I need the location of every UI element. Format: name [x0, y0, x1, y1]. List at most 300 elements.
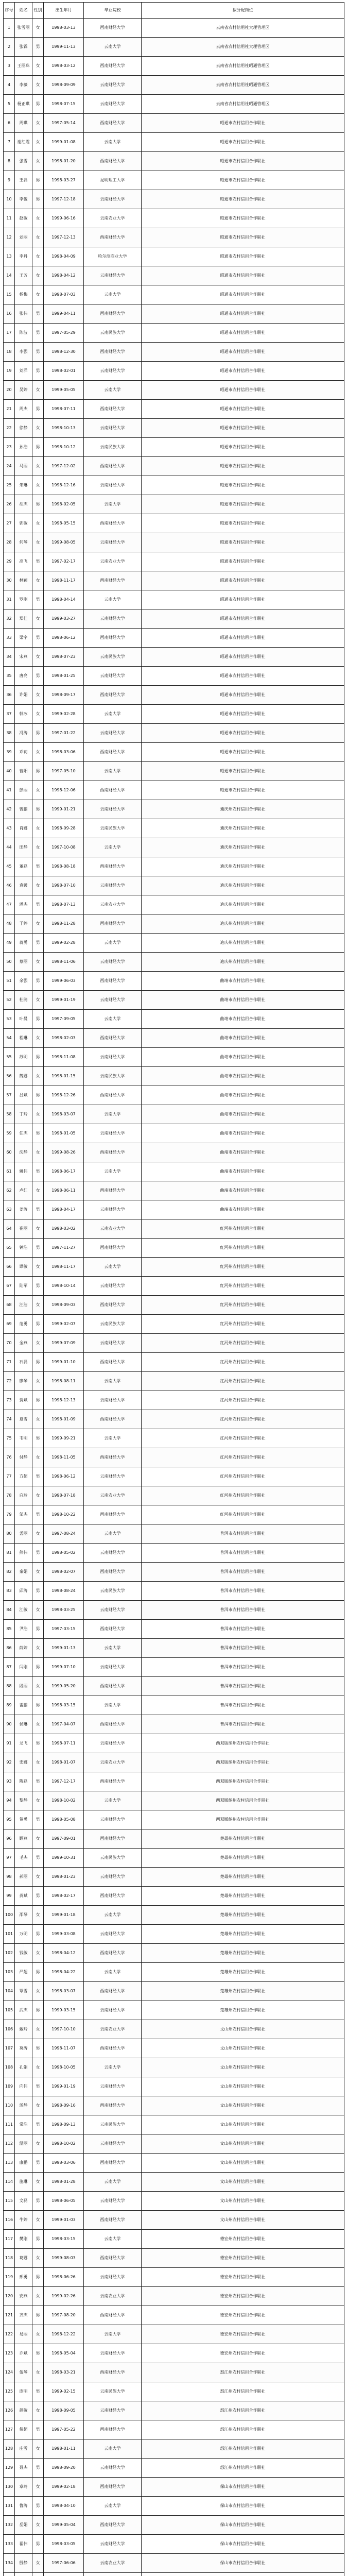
cell-serial: 81 — [4, 1544, 15, 1563]
cell-name: 邢勇 — [15, 2268, 32, 2287]
cell-birth-date: 1998-10-02 — [44, 1791, 84, 1810]
cell-serial: 115 — [4, 2192, 15, 2211]
cell-name: 孟丽 — [15, 1524, 32, 1544]
cell-gender: 男 — [32, 1505, 44, 1524]
cell-name: 彭丽 — [15, 781, 32, 800]
cell-birth-date: 1998-11-17 — [44, 1258, 84, 1277]
cell-gender: 女 — [32, 1753, 44, 1772]
cell-school: 云南财经大学 — [84, 953, 142, 972]
cell-name: 李薇 — [15, 76, 32, 95]
cell-gender: 男 — [32, 1582, 44, 1601]
cell-gender: 男 — [32, 38, 44, 57]
cell-school: 云南财经大学 — [84, 800, 142, 819]
cell-gender: 男 — [32, 2535, 44, 2554]
cell-assigned-unit: 普洱市农村信用合作联社 — [142, 1677, 344, 1696]
cell-birth-date: 1997-12-17 — [44, 1772, 84, 1791]
cell-name: 苏明 — [15, 1048, 32, 1067]
cell-serial: 87 — [4, 1658, 15, 1677]
cell-school: 云南财经大学 — [84, 1334, 142, 1353]
cell-school: 云南财经大学 — [84, 1544, 142, 1563]
cell-serial: 111 — [4, 2115, 15, 2134]
cell-birth-date: 1999-01-10 — [44, 1353, 84, 1372]
cell-serial: 34 — [4, 648, 15, 667]
cell-name: 潘杰 — [15, 895, 32, 914]
cell-serial — [4, 2573, 15, 2576]
header-serial: 序号 — [4, 3, 15, 19]
cell-serial: 5 — [4, 95, 15, 114]
cell-school: 云南财经大学 — [84, 1734, 142, 1753]
cell-name: 文磊 — [15, 2192, 32, 2211]
cell-assigned-unit: 楚雄州农村信用合作联社 — [142, 1887, 344, 1906]
cell-birth-date: 1999-01-21 — [44, 800, 84, 819]
cell-gender: 女 — [32, 1829, 44, 1849]
cell-assigned-unit: 昭通市农村信用合作联社 — [142, 362, 344, 381]
cell-school: 云南大学 — [84, 133, 142, 152]
cell-school: 云南大学 — [84, 1372, 142, 1391]
cell-birth-date: 1998-09-09 — [44, 76, 84, 95]
table-row — [4, 114, 344, 133]
cell-gender: 女 — [32, 2478, 44, 2497]
cell-serial: 105 — [4, 2001, 15, 2020]
cell-birth-date: 1998-04-17 — [44, 1200, 84, 1219]
cell-birth-date: 1998-06-17 — [44, 1162, 84, 1181]
table-row — [4, 438, 344, 457]
cell-name: 牛婷 — [15, 2211, 32, 2230]
table-row — [4, 1772, 344, 1791]
cell-assigned-unit: 曲靖市农村信用合作联社 — [142, 1086, 344, 1105]
cell-serial: 78 — [4, 1486, 15, 1505]
cell-name: 卢红 — [15, 1181, 32, 1200]
table-row — [4, 190, 344, 209]
cell-assigned-unit: 曲靖市农村信用合作联社 — [142, 1181, 344, 1200]
cell-name: 罗刚 — [15, 590, 32, 609]
cell-gender: 女 — [32, 1601, 44, 1620]
cell-serial: 119 — [4, 2268, 15, 2287]
cell-birth-date: 1998-07-10 — [44, 876, 84, 895]
cell-serial: 16 — [4, 304, 15, 324]
cell-gender: 女 — [32, 247, 44, 266]
cell-serial: 1 — [4, 19, 15, 38]
table-row — [4, 1162, 344, 1181]
cell-assigned-unit: 西双版纳州农村信用合作联社 — [142, 1791, 344, 1810]
cell-name: 高飞 — [15, 552, 32, 571]
cell-serial: 114 — [4, 2173, 15, 2192]
cell-birth-date: 1997-05-10 — [44, 762, 84, 781]
table-row — [4, 495, 344, 514]
table-row — [4, 1296, 344, 1315]
cell-school: 云南大学 — [84, 705, 142, 724]
cell-gender: 男 — [32, 1696, 44, 1715]
table-row — [4, 76, 344, 95]
table-row — [4, 457, 344, 476]
cell-name: 王芳 — [15, 266, 32, 285]
table-row — [4, 1906, 344, 1925]
cell-school: 西南财经大学 — [84, 343, 142, 362]
table-row — [4, 857, 344, 876]
cell-assigned-unit: 云南省农村信用社大理管理区 — [142, 19, 344, 38]
cell-name: 张伟 — [15, 304, 32, 324]
cell-gender: 女 — [32, 114, 44, 133]
cell-serial: 15 — [4, 285, 15, 304]
cell-name: 秦娟 — [15, 1563, 32, 1582]
cell-assigned-unit: 红河州农村信用合作联社 — [142, 1258, 344, 1277]
cell-name: 安燕 — [15, 2287, 32, 2306]
cell-gender: 男 — [32, 1048, 44, 1067]
table-row — [4, 1143, 344, 1162]
cell-birth-date: 1998-05-04 — [44, 2344, 84, 2363]
cell-gender: 男 — [32, 438, 44, 457]
cell-serial: 27 — [4, 514, 15, 533]
cell-school: 云南大学 — [84, 838, 142, 857]
cell-gender: 女 — [32, 266, 44, 285]
cell-assigned-unit: 昭通市农村信用合作联社 — [142, 648, 344, 667]
cell-school: 西南财经大学 — [84, 1505, 142, 1524]
cell-birth-date: 1998-02-05 — [44, 495, 84, 514]
cell-birth-date: 1997-10-10 — [44, 2020, 84, 2039]
table-row — [4, 228, 344, 247]
cell-serial: 97 — [4, 1849, 15, 1868]
cell-name: 雷鹏 — [15, 1696, 32, 1715]
table-row — [4, 1524, 344, 1544]
cell-gender: 男 — [32, 343, 44, 362]
table-row — [4, 1105, 344, 1124]
cell-name: 颜敏 — [15, 2401, 32, 2420]
cell-serial: 46 — [4, 876, 15, 895]
cell-school: 云南财经大学 — [84, 1925, 142, 1944]
cell-assigned-unit: 曲靖市农村信用合作联社 — [142, 1162, 344, 1181]
cell-birth-date: 1999-02-15 — [44, 2382, 84, 2401]
cell-name: 武杰 — [15, 2001, 32, 2020]
cell-gender: 女 — [32, 2325, 44, 2344]
cell-birth-date: 1999-03-27 — [44, 609, 84, 629]
cell-name: 向伟 — [15, 2077, 32, 2096]
cell-serial: 28 — [4, 533, 15, 552]
cell-school: 云南财经大学 — [84, 2192, 142, 2211]
cell-birth-date: 1997-04-07 — [44, 1715, 84, 1734]
cell-serial: 45 — [4, 857, 15, 876]
cell-birth-date: 1998-01-09 — [44, 1410, 84, 1429]
table-row — [4, 2058, 344, 2077]
cell-school — [84, 2573, 142, 2576]
cell-gender: 女 — [32, 1181, 44, 1200]
cell-serial: 120 — [4, 2287, 15, 2306]
cell-serial: 106 — [4, 2020, 15, 2039]
cell-birth-date: 1998-12-13 — [44, 1391, 84, 1410]
cell-school: 云南大学 — [84, 1639, 142, 1658]
cell-gender: 男 — [32, 1086, 44, 1105]
cell-gender: 男 — [32, 190, 44, 209]
cell-gender: 女 — [32, 1563, 44, 1582]
cell-birth-date: 1998-04-09 — [44, 247, 84, 266]
cell-name: 施琳 — [15, 2173, 32, 2192]
cell-assigned-unit: 普洱市农村信用合作联社 — [142, 1639, 344, 1658]
cell-birth-date: 1998-04-14 — [44, 590, 84, 609]
cell-serial: 62 — [4, 1181, 15, 1200]
cell-school: 西南财经大学 — [84, 1353, 142, 1372]
cell-serial: 31 — [4, 590, 15, 609]
cell-serial: 25 — [4, 476, 15, 495]
cell-birth-date: 1998-01-20 — [44, 152, 84, 171]
cell-gender: 男 — [32, 2115, 44, 2134]
cell-serial: 128 — [4, 2439, 15, 2459]
cell-school: 云南大学 — [84, 1162, 142, 1181]
cell-birth-date: 1998-10-12 — [44, 438, 84, 457]
cell-serial: 73 — [4, 1391, 15, 1410]
cell-school: 云南民族大学 — [84, 2382, 142, 2401]
cell-serial: 88 — [4, 1677, 15, 1696]
cell-serial: 82 — [4, 1563, 15, 1582]
cell-school: 西南财经大学 — [84, 514, 142, 533]
cell-serial: 58 — [4, 1105, 15, 1124]
table-row — [4, 1239, 344, 1258]
cell-serial: 18 — [4, 343, 15, 362]
table-row — [4, 1048, 344, 1067]
cell-birth-date: 1999-01-19 — [44, 2077, 84, 2096]
cell-assigned-unit: 昭通市农村信用合作联社 — [142, 190, 344, 209]
cell-name: 董磊 — [15, 857, 32, 876]
cell-school: 西南财经大学 — [84, 743, 142, 762]
cell-name: 易丽 — [15, 2325, 32, 2344]
cell-serial: 12 — [4, 228, 15, 247]
table-row — [4, 1315, 344, 1334]
cell-serial: 84 — [4, 1601, 15, 1620]
cell-serial: 89 — [4, 1696, 15, 1715]
cell-gender: 男 — [32, 1162, 44, 1181]
cell-birth-date: 1998-10-02 — [44, 2134, 84, 2154]
cell-school: 西南财经大学 — [84, 2478, 142, 2497]
cell-gender: 女 — [32, 819, 44, 838]
cell-school: 西南财经大学 — [84, 57, 142, 76]
table-row — [4, 2001, 344, 2020]
cell-gender: 女 — [32, 2516, 44, 2535]
cell-serial: 92 — [4, 1753, 15, 1772]
cell-birth-date: 1998-01-23 — [44, 1868, 84, 1887]
cell-gender: 女 — [32, 571, 44, 590]
cell-birth-date: 1998-09-05 — [44, 2401, 84, 2420]
cell-assigned-unit: 普洱市农村信用合作联社 — [142, 1601, 344, 1620]
cell-serial: 130 — [4, 2478, 15, 2497]
cell-name: 唐亮 — [15, 667, 32, 686]
table-row — [4, 1944, 344, 1963]
cell-serial: 24 — [4, 457, 15, 476]
cell-gender: 女 — [32, 457, 44, 476]
cell-assigned-unit: 文山州农村信用合作联社 — [142, 2173, 344, 2192]
cell-school: 云南民族大学 — [84, 819, 142, 838]
table-row — [4, 1582, 344, 1601]
table-row — [4, 1334, 344, 1353]
table-row — [4, 1429, 344, 1448]
cell-school: 云南大学 — [84, 1429, 142, 1448]
table-row — [4, 1467, 344, 1486]
cell-gender: 男 — [32, 2039, 44, 2058]
cell-assigned-unit: 保山市农村信用合作联社 — [142, 2516, 344, 2535]
cell-serial: 107 — [4, 2039, 15, 2058]
cell-serial: 17 — [4, 324, 15, 343]
cell-serial: 69 — [4, 1315, 15, 1334]
cell-school: 云南大学 — [84, 1524, 142, 1544]
table-row — [4, 2020, 344, 2039]
cell-name: 闫刚 — [15, 1658, 32, 1677]
cell-assigned-unit: 迪庆州农村信用合作联社 — [142, 914, 344, 934]
cell-school: 西南财经大学 — [84, 1086, 142, 1105]
cell-assigned-unit: 文山州农村信用合作联社 — [142, 2192, 344, 2211]
cell-gender: 男 — [32, 552, 44, 571]
cell-name: 赵敏 — [15, 209, 32, 228]
cell-school: 西南财经大学 — [84, 1029, 142, 1048]
cell-school: 云南财经大学 — [84, 1467, 142, 1486]
cell-name: 余强 — [15, 972, 32, 991]
cell-birth-date: 1998-06-12 — [44, 1467, 84, 1486]
cell-assigned-unit: 迪庆州农村信用合作联社 — [142, 857, 344, 876]
table-row — [4, 1753, 344, 1772]
cell-gender: 女 — [32, 209, 44, 228]
table-row — [4, 343, 344, 362]
cell-name: 钟浩 — [15, 1239, 32, 1258]
cell-name: 万明 — [15, 1925, 32, 1944]
cell-school: 西南财经大学 — [84, 1677, 142, 1696]
cell-gender: 女 — [32, 1524, 44, 1544]
cell-name: 贾斌 — [15, 1391, 32, 1410]
cell-birth-date: 1999-08-26 — [44, 1143, 84, 1162]
cell-serial: 7 — [4, 133, 15, 152]
cell-name: 齐杰 — [15, 2306, 32, 2325]
cell-assigned-unit: 昭通市农村信用合作联社 — [142, 343, 344, 362]
cell-assigned-unit: 昭通市农村信用合作联社 — [142, 171, 344, 190]
table-row — [4, 686, 344, 705]
cell-assigned-unit: 楚雄州农村信用合作联社 — [142, 1944, 344, 1963]
cell-school: 云南农业大学 — [84, 1486, 142, 1505]
cell-assigned-unit: 红河州农村信用合作联社 — [142, 1296, 344, 1315]
cell-assigned-unit: 昭通市农村信用合作联社 — [142, 705, 344, 724]
cell-birth-date: 1998-06-26 — [44, 2268, 84, 2287]
cell-gender — [32, 2573, 44, 2576]
cell-gender: 男 — [32, 2420, 44, 2439]
cell-gender: 男 — [32, 1849, 44, 1868]
cell-gender: 男 — [32, 1734, 44, 1753]
cell-birth-date: 1997-05-29 — [44, 324, 84, 343]
cell-school: 西南财经大学 — [84, 1296, 142, 1315]
cell-assigned-unit: 普洱市农村信用合作联社 — [142, 1658, 344, 1677]
cell-assigned-unit: 曲靖市农村信用合作联社 — [142, 1105, 344, 1124]
cell-gender: 女 — [32, 419, 44, 438]
cell-school: 西南财经大学 — [84, 1448, 142, 1467]
cell-name — [15, 2573, 32, 2576]
cell-gender: 男 — [32, 1277, 44, 1296]
table-row — [4, 285, 344, 304]
cell-serial: 74 — [4, 1410, 15, 1429]
cell-birth-date: 1998-07-15 — [44, 95, 84, 114]
cell-serial: 44 — [4, 838, 15, 857]
cell-birth-date: 1999-02-26 — [44, 2287, 84, 2306]
cell-school: 云南大学 — [84, 381, 142, 400]
cell-school: 西南财经大学 — [84, 457, 142, 476]
cell-gender: 男 — [32, 1315, 44, 1334]
cell-serial: 13 — [4, 247, 15, 266]
cell-gender: 女 — [32, 2173, 44, 2192]
cell-birth-date: 1998-03-06 — [44, 2154, 84, 2173]
cell-assigned-unit: 云南省农村信用社大理管理区 — [142, 38, 344, 57]
table-row — [4, 381, 344, 400]
cell-gender: 女 — [32, 2096, 44, 2115]
cell-school: 云南财经大学 — [84, 1810, 142, 1829]
cell-birth-date: 1999-09-21 — [44, 1429, 84, 1448]
table-row — [4, 2363, 344, 2382]
cell-gender: 男 — [32, 629, 44, 648]
cell-serial: 85 — [4, 1620, 15, 1639]
table-row — [4, 2535, 344, 2554]
cell-birth-date: 1998-02-03 — [44, 1029, 84, 1048]
cell-school: 西南财经大学 — [84, 2249, 142, 2268]
cell-school: 西南财经大学 — [84, 629, 142, 648]
cell-gender: 女 — [32, 1105, 44, 1124]
cell-gender: 女 — [32, 228, 44, 247]
cell-name: 金燕 — [15, 1334, 32, 1353]
cell-birth-date: 1999-08-05 — [44, 533, 84, 552]
cell-assigned-unit: 红河州农村信用合作联社 — [142, 1334, 344, 1353]
cell-serial: 35 — [4, 667, 15, 686]
table-row — [4, 38, 344, 57]
cell-birth-date: 1999-06-16 — [44, 209, 84, 228]
cell-birth-date: 1998-06-11 — [44, 1181, 84, 1200]
cell-school: 云南大学 — [84, 1010, 142, 1029]
cell-serial: 54 — [4, 1029, 15, 1048]
cell-school: 云南财经大学 — [84, 876, 142, 895]
cell-serial: 38 — [4, 724, 15, 743]
cell-gender: 女 — [32, 1448, 44, 1467]
table-row — [4, 2497, 344, 2516]
table-row — [4, 1391, 344, 1410]
table-row — [4, 914, 344, 934]
cell-gender: 女 — [32, 1410, 44, 1429]
cell-gender: 女 — [32, 2401, 44, 2420]
cell-birth-date: 1998-02-07 — [44, 1563, 84, 1582]
table-row — [4, 1696, 344, 1715]
cell-assigned-unit: 红河州农村信用合作联社 — [142, 1448, 344, 1467]
cell-birth-date: 1997-05-22 — [44, 2420, 84, 2439]
cell-serial: 22 — [4, 419, 15, 438]
cell-name: 殷静 — [15, 2554, 32, 2573]
cell-assigned-unit: 迪庆州农村信用合作联社 — [142, 953, 344, 972]
cell-birth-date: 1997-08-24 — [44, 1524, 84, 1544]
cell-name: 郑佳 — [15, 609, 32, 629]
cell-school: 云南财经大学 — [84, 419, 142, 438]
cell-name: 周杰 — [15, 400, 32, 419]
cell-name: 贺勇 — [15, 1810, 32, 1829]
table-row — [4, 209, 344, 228]
cell-serial: 50 — [4, 953, 15, 972]
cell-name: 翟伟 — [15, 2535, 32, 2554]
cell-gender: 女 — [32, 2287, 44, 2306]
cell-birth-date: 1999-02-28 — [44, 705, 84, 724]
table-row — [4, 1372, 344, 1391]
cell-gender: 女 — [32, 1715, 44, 1734]
cell-serial: 33 — [4, 629, 15, 648]
cell-birth-date: 1998-03-27 — [44, 171, 84, 190]
table-row — [4, 1715, 344, 1734]
cell-gender: 男 — [32, 1772, 44, 1791]
cell-school: 云南大学 — [84, 590, 142, 609]
cell-serial: 20 — [4, 381, 15, 400]
cell-school: 西南财经大学 — [84, 1563, 142, 1582]
table-row — [4, 19, 344, 38]
cell-school: 云南大学 — [84, 1791, 142, 1810]
cell-birth-date: 1997-02-17 — [44, 552, 84, 571]
cell-birth-date: 1999-05-04 — [44, 2516, 84, 2535]
cell-gender: 女 — [32, 1296, 44, 1315]
cell-name: 徐静 — [15, 419, 32, 438]
cell-birth-date: 1998-09-28 — [44, 819, 84, 838]
cell-gender: 女 — [32, 533, 44, 552]
